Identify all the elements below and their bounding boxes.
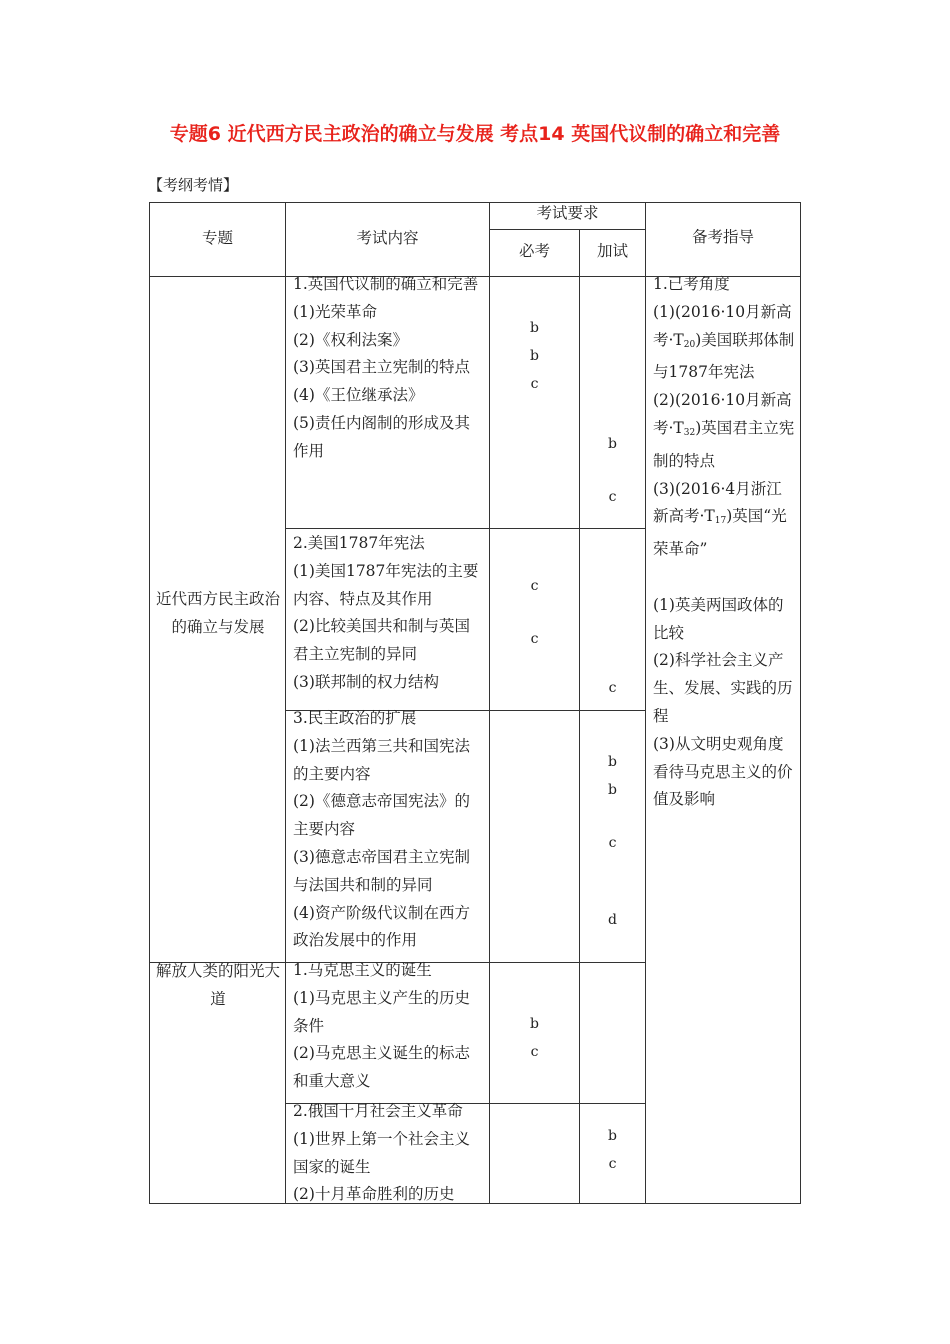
guidance-point-3: (3)从文明史观角度看待马克思主义的价值及影响 bbox=[653, 734, 793, 809]
spacer bbox=[653, 564, 795, 592]
level-mark: d bbox=[608, 912, 617, 928]
content-item: (3)英国君主立宪制的特点 bbox=[293, 358, 470, 377]
level-mark: c bbox=[530, 578, 539, 594]
level-mark: b bbox=[530, 320, 539, 336]
header-extra: 加试 bbox=[596, 242, 628, 260]
content-group-1 bbox=[293, 271, 483, 466]
topic-1: 近代西方民主政治的确立与发展 bbox=[156, 590, 281, 636]
page-title: 专题6 近代西方民主政治的确立与发展 考点14 英国代议制的确立和完善 bbox=[169, 123, 781, 145]
content-item: (2)十月革命胜利的历史 bbox=[293, 1185, 455, 1204]
guidance-item-3: (3)(2016·4月浙江新高考$\cdot T_{17}$)英国“光荣革命” bbox=[653, 479, 787, 559]
content-item: (4)资产阶级代议制在西方政治发展中的作用 bbox=[293, 903, 470, 950]
content-item: (1)马克思主义产生的历史条件 bbox=[293, 988, 470, 1035]
content-item: 1.马克思主义的诞生 bbox=[293, 961, 432, 979]
content-item: (3)联邦制的权力结构 bbox=[293, 672, 439, 691]
level-mark: c bbox=[608, 680, 617, 696]
guidance-point-1: (1)英美两国政体的比较 bbox=[653, 595, 784, 642]
content-item: (2)马克思主义诞生的标志和重大意义 bbox=[293, 1044, 470, 1091]
guidance-head: 1.已考角度 bbox=[653, 275, 730, 293]
section-label: 【考纲考情】 bbox=[148, 176, 239, 194]
content-item: (3)德意志帝国君主立宪制与法国共和制的异同 bbox=[293, 847, 470, 894]
content-item: (1)光荣革命 bbox=[293, 302, 377, 321]
content-item: (4)《王位继承法》 bbox=[293, 386, 424, 405]
level-mark: b bbox=[608, 436, 617, 452]
topic-2: 解放人类的阳光大道 bbox=[156, 962, 281, 1008]
level-mark: c bbox=[530, 376, 539, 392]
content-item: (1)世界上第一个社会主义国家的诞生 bbox=[293, 1129, 470, 1176]
content-item: (2)《德意志帝国宪法》的主要内容 bbox=[293, 792, 470, 839]
level-mark: b bbox=[608, 782, 617, 798]
level-mark: c bbox=[608, 1156, 617, 1172]
header-content: 考试内容 bbox=[356, 229, 419, 247]
level-mark: b bbox=[530, 1016, 539, 1032]
content-item: 3.民主政治的扩展 bbox=[293, 709, 417, 727]
guidance-item-1: (1)(2016·10月新高考$\cdot T_{20}$)美国联邦体制与1787年宪法 bbox=[653, 302, 795, 382]
level-mark: c bbox=[530, 1044, 539, 1060]
level-mark: c bbox=[608, 835, 617, 851]
content-item: (1)法兰西第三共和国宪法的主要内容 bbox=[293, 736, 470, 783]
content-item: (2)《权利法案》 bbox=[293, 330, 408, 349]
level-mark: c bbox=[608, 489, 617, 505]
header-requirements: 考试要求 bbox=[536, 204, 599, 222]
guidance-item-2: (2)(2016·10月新高考$\cdot T_{32}$)英国君主立宪制的特点 bbox=[653, 391, 795, 470]
content-item: 2.美国1787年宪法 bbox=[293, 534, 425, 552]
content-group-2 bbox=[293, 530, 483, 697]
content-group-3 bbox=[293, 705, 483, 955]
content-item: (2)比较美国共和制与英国君主立宪制的异同 bbox=[293, 617, 470, 664]
content-item: (1)美国1787年宪法的主要内容、特点及其作用 bbox=[293, 561, 479, 608]
content-item: 1.英国代议制的确立和完善 bbox=[293, 275, 479, 293]
header-guidance: 备考指导 bbox=[691, 228, 754, 246]
content-group-5 bbox=[293, 1098, 483, 1209]
content-item: 2.俄国十月社会主义革命 bbox=[293, 1102, 463, 1120]
level-mark: c bbox=[530, 631, 539, 647]
level-mark: b bbox=[608, 1128, 617, 1144]
header-required: 必考 bbox=[518, 242, 550, 260]
guidance-column bbox=[653, 271, 795, 814]
guidance-point-2: (2)科学社会主义产生、发展、实践的历程 bbox=[653, 651, 793, 725]
level-mark: b bbox=[530, 348, 539, 364]
header-topic: 专题 bbox=[201, 229, 233, 247]
content-group-4 bbox=[293, 957, 483, 1096]
level-mark: b bbox=[608, 754, 617, 770]
content-item: (5)责任内阁制的形成及其作用 bbox=[293, 413, 470, 460]
